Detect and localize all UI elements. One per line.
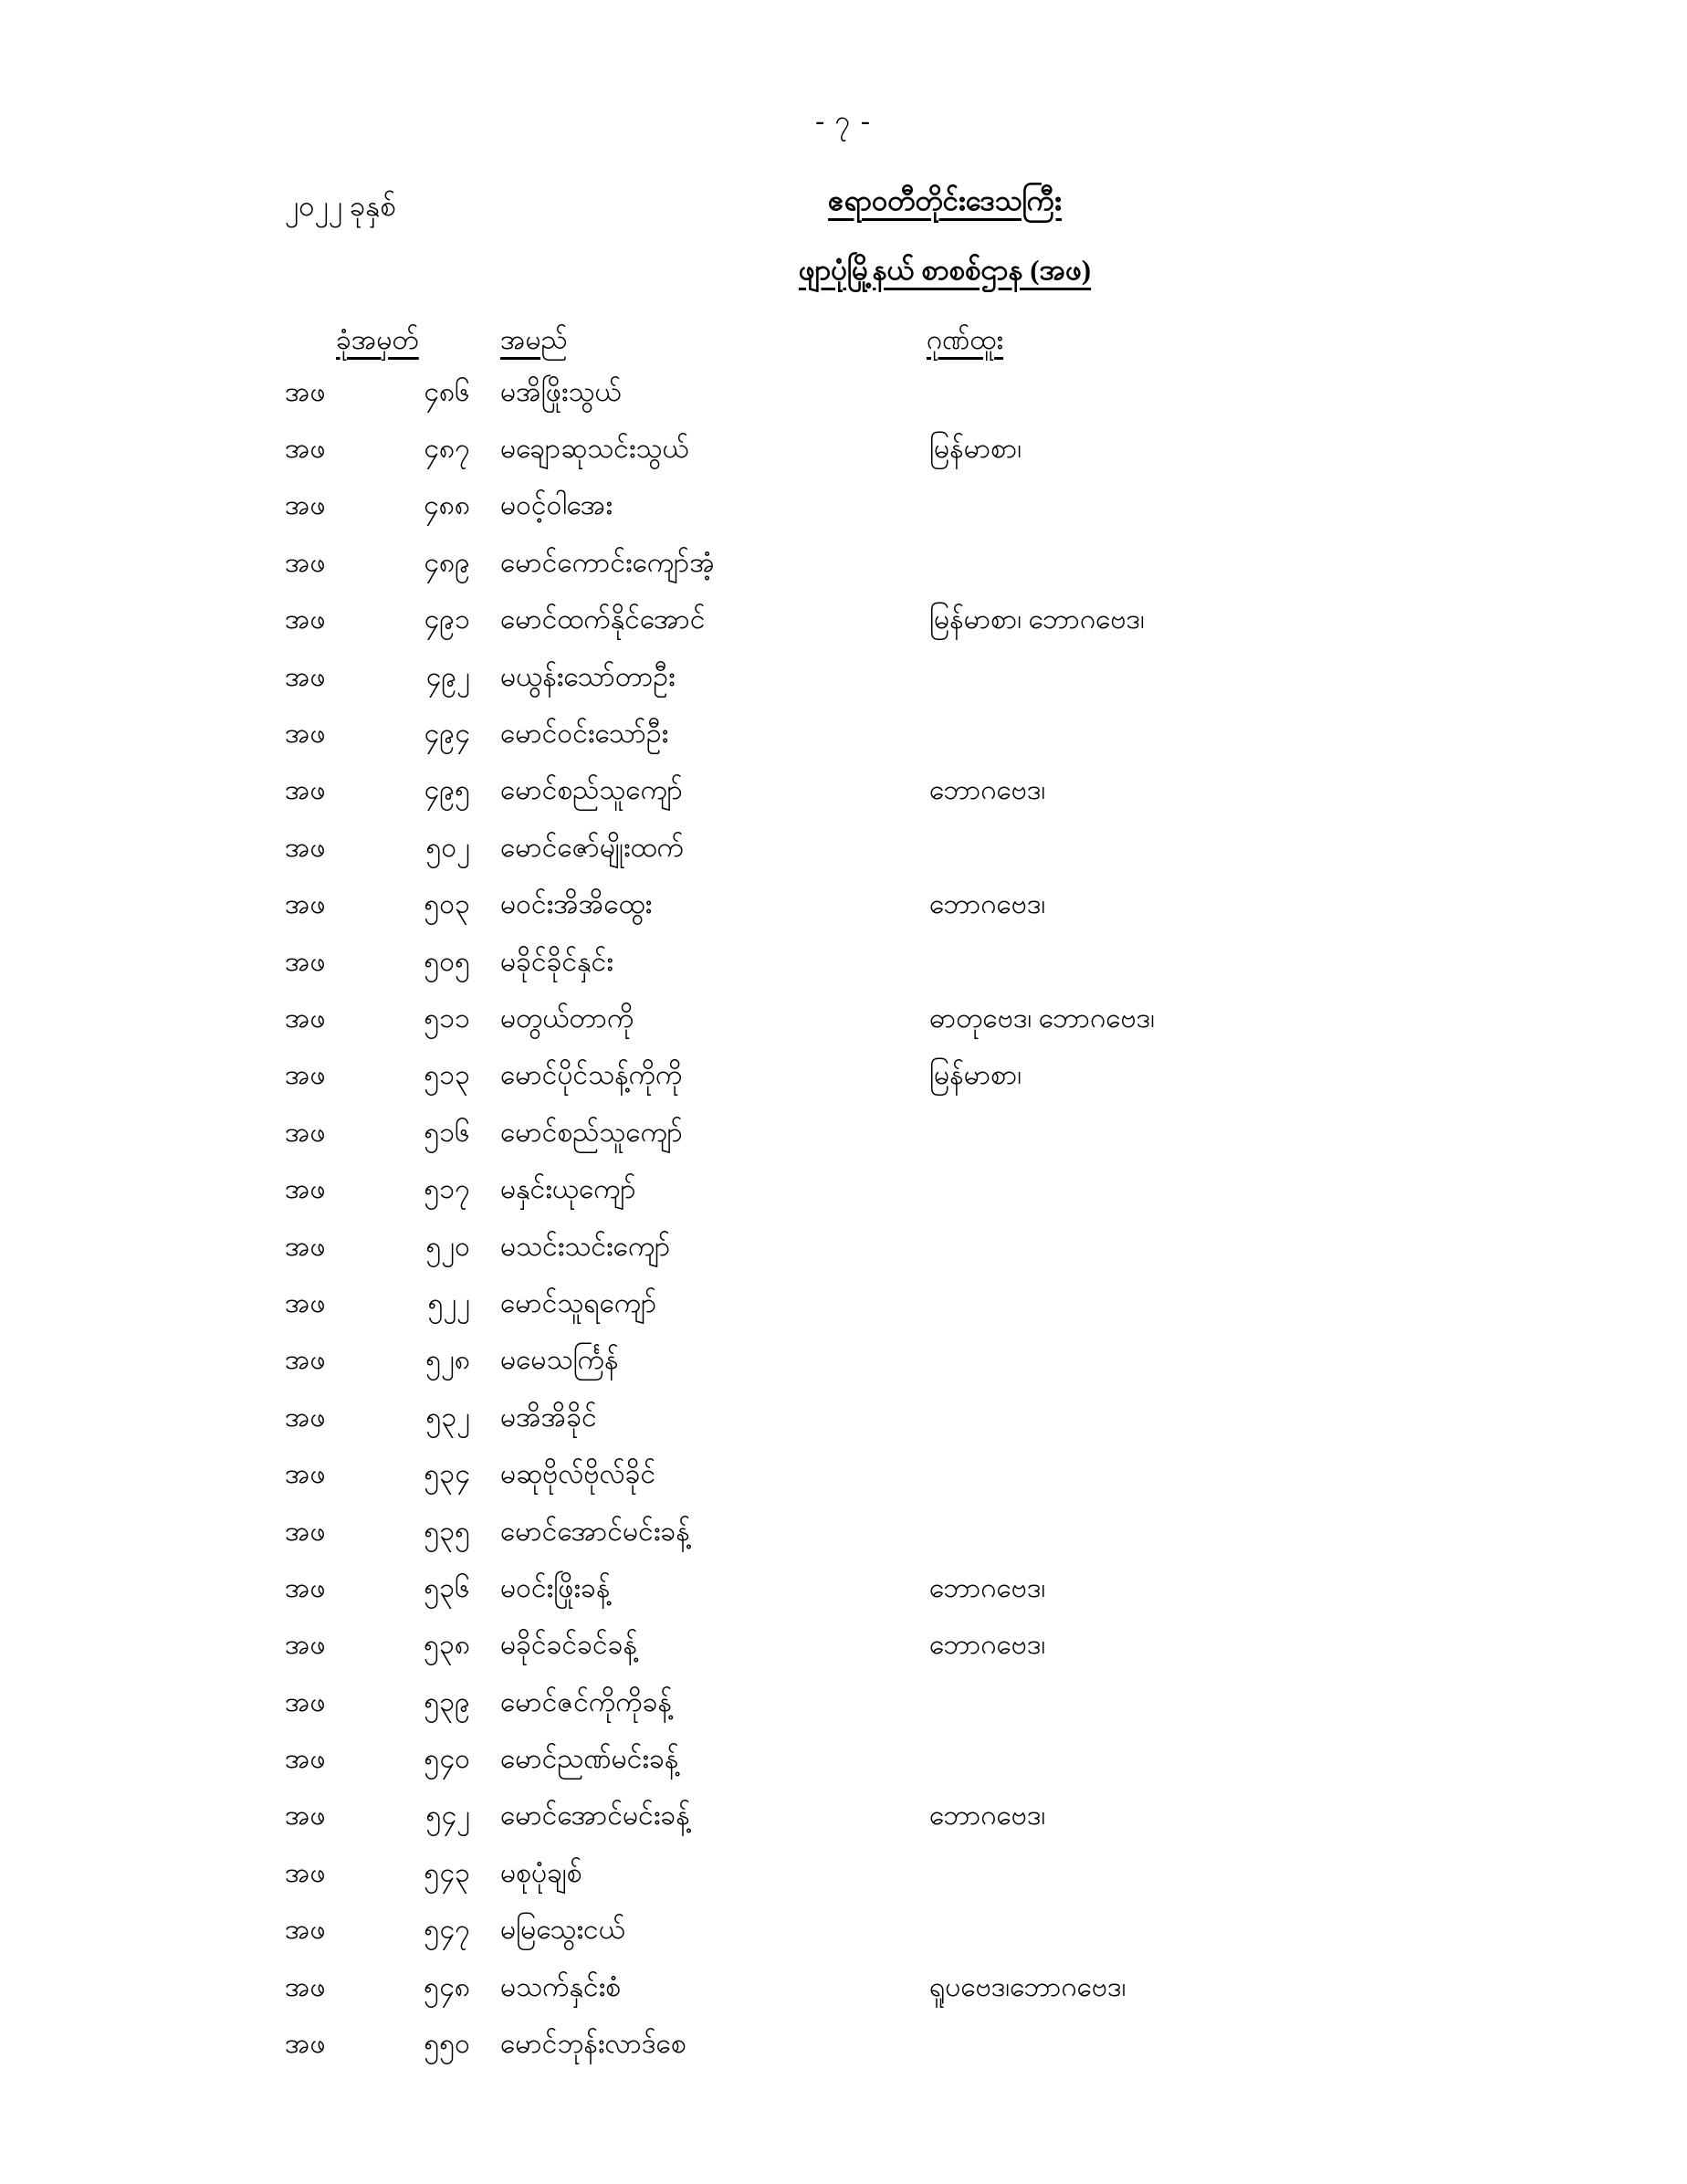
row-student-name: မစုပုံချစ် [500,1857,582,1888]
row-series-code: အဖ [285,1060,326,1091]
row-id-cell [285,601,470,642]
row-id-cell [285,772,470,813]
row-roll-number: ၄၈၇ [424,434,470,465]
row-student-name: မောင်ဘုန်းလာဒ်စေ [500,2029,686,2060]
row-series-code: အဖ [285,1744,326,1775]
row-series-code: အဖ [285,1117,326,1148]
table-row [285,650,1687,707]
row-id-cell [285,430,470,471]
table-row [285,992,1687,1048]
row-id-cell [285,1171,470,1212]
page-number: - ၇ - [815,106,872,136]
row-series-code: အဖ [285,547,326,578]
row-roll-number: ၄၉၁ [424,604,470,635]
row-id-cell [285,1854,470,1895]
row-id-cell [285,2025,470,2066]
column-header-name: အမည် [500,325,568,355]
row-roll-number: ၄၉၄ [424,719,470,750]
row-series-code: အဖ [285,1857,326,1888]
table-row [285,1106,1687,1162]
row-student-name: မောင်ညဏ်မင်းခန့် [500,1744,679,1775]
row-distinction: မြန်မာစာ၊ [929,1060,1022,1091]
row-student-name: မခိုင်ခိုင်နှင်း [500,946,613,977]
row-roll-number: ၄၈၉ [424,547,470,578]
row-student-name: မဝင့်ဝါအေး [500,490,613,521]
results-table [0,365,1687,2074]
table-row [285,1391,1687,1447]
row-series-code: အဖ [285,376,326,407]
table-row [285,1276,1687,1333]
row-student-name: မယွန်းသော်တာဦး [500,661,676,692]
row-student-name: မချောဆုသင်းသွယ် [500,434,689,465]
row-roll-number: ၅၁၆ [424,1117,470,1148]
table-row [285,365,1687,422]
row-id-cell [285,1740,470,1781]
document-header [749,183,1141,321]
column-header-row [0,321,1687,365]
row-roll-number: ၅၄၈ [424,1971,470,2002]
row-distinction: ဘောဂဗေဒ၊ [929,889,1046,920]
table-row [285,1447,1687,1504]
row-roll-number: ၅၃၆ [424,1572,470,1603]
row-id-cell [285,658,470,699]
row-roll-number: ၅၂၈ [425,1345,470,1376]
row-id-cell [285,1626,470,1667]
row-student-name: မခိုင်ခင်ခင်ခန့် [500,1630,638,1661]
row-id-cell [285,1000,470,1041]
table-row [285,2017,1687,2074]
row-roll-number: ၄၉၅ [424,775,470,806]
row-roll-number: ၄၈၈ [423,490,470,521]
row-roll-number: ၅၃၂ [425,1402,470,1433]
row-series-code: အဖ [285,775,326,806]
row-roll-number: ၅၁၁ [424,1003,470,1034]
row-series-code: အဖ [285,1459,326,1490]
row-id-cell [285,1399,470,1440]
table-row [285,1220,1687,1276]
row-student-name: မောင်အောင်မင်းခန့် [500,1516,690,1547]
row-distinction: ရူပဗေဒ၊ဘောဂဗေဒ၊ [929,1971,1126,2002]
row-series-code: အဖ [285,1516,326,1547]
row-distinction: မြန်မာစာ၊ ဘောဂဗေဒ၊ [929,604,1145,635]
row-id-cell [285,1570,470,1611]
row-student-name: မောင်ကောင်းကျော်အံ့ [500,547,715,578]
row-roll-number: ၅၄၂ [425,1801,470,1832]
row-roll-number: ၅၃၈ [424,1630,470,1661]
row-id-cell [285,1911,470,1952]
row-distinction: ဘောဂဗေဒ၊ [929,1630,1046,1661]
row-student-name: မောင်စည်သူကျော် [500,775,684,806]
row-id-cell [285,487,470,528]
row-distinction: ဘောဂဗေဒ၊ [929,775,1046,806]
row-student-name: မသင်းသင်းကျော် [500,1231,671,1262]
row-roll-number: ၅၄၇ [424,1915,470,1946]
row-student-name: မောင်အောင်မင်းခန့် [500,1801,690,1832]
row-series-code: အဖ [285,1572,326,1603]
row-series-code: အဖ [285,719,326,750]
row-student-name: မဝင်းအိအိထွေး [500,889,653,920]
row-series-code: အဖ [285,2029,326,2060]
row-series-code: အဖ [285,1630,326,1661]
row-id-cell [285,1285,470,1326]
row-id-cell [285,1797,470,1838]
row-distinction: မြန်မာစာ၊ [929,434,1022,465]
row-id-cell [285,1513,470,1554]
row-student-name: မမြသွေးငယ် [500,1915,625,1946]
table-row [285,1790,1687,1846]
row-id-cell [285,829,470,870]
row-series-code: အဖ [285,832,326,863]
table-row [285,935,1687,992]
table-row [285,1960,1687,2017]
row-roll-number: ၄၉၂ [425,661,470,692]
table-row [285,707,1687,763]
row-id-cell [285,1455,470,1496]
table-row [285,1334,1687,1391]
table-row [285,821,1687,877]
row-student-name: မအိဖြိုးသွယ် [500,376,622,407]
row-series-code: အဖ [285,1971,326,2002]
row-id-cell [285,544,470,585]
row-student-name: မသက်နှင်းစံ [500,1971,622,2002]
row-roll-number: ၅၁၇ [424,1174,470,1205]
row-roll-number: ၅၀၅ [424,946,470,977]
row-roll-number: ၅၄၀ [424,1744,470,1775]
row-id-cell [285,1969,470,2010]
table-row [285,1732,1687,1789]
row-roll-number: ၅၀၂ [425,832,470,863]
row-roll-number: ၅၅၀ [424,2029,470,2060]
row-student-name: မဆုဗိုလ်ဗိုလ်ခိုင် [500,1459,656,1490]
row-series-code: အဖ [285,1686,326,1717]
row-student-name: မောင်ထက်နိုင်အောင် [500,604,706,635]
table-row [285,1675,1687,1732]
row-id-cell [285,1684,470,1725]
table-row [285,1619,1687,1675]
table-row [285,479,1687,536]
column-header-roll-number: ခုံအမှတ် [336,325,419,355]
exam-center-title: ဖျာပုံမြို့နယ် စာစစ်ဌာန (အဖ) [798,254,1092,286]
row-roll-number: ၅၁၃ [424,1060,470,1091]
table-row [285,1162,1687,1219]
row-series-code: အဖ [285,1231,326,1262]
table-row [285,1561,1687,1618]
row-id-cell [285,1114,470,1155]
region-title: ဧရာဝတီတိုင်းဒေသကြီး [828,184,1062,216]
row-student-name: မမေသင်္ကြန် [500,1345,619,1376]
row-id-cell [285,1056,470,1097]
row-series-code: အဖ [285,490,326,521]
row-series-code: အဖ [285,1915,326,1946]
row-id-cell [285,1228,470,1269]
table-row [285,1505,1687,1561]
row-series-code: အဖ [285,661,326,692]
row-student-name: မောင်စည်သူကျော် [500,1117,684,1148]
row-series-code: အဖ [285,1402,326,1433]
table-row [285,1049,1687,1106]
row-student-name: မောင်ဇော်မျိုးထက် [500,832,685,863]
row-roll-number: ၄၈၆ [424,376,470,407]
row-student-name: မောင်ဝင်းသော်ဦး [500,719,669,750]
table-row [285,422,1687,478]
row-series-code: အဖ [285,1345,326,1376]
row-roll-number: ၅၃၉ [424,1686,470,1717]
row-id-cell [285,1341,470,1382]
row-id-cell [285,715,470,756]
row-student-name: မောင်ဇင်ကိုကိုခန့် [500,1686,672,1717]
table-row [285,536,1687,593]
table-row [285,1846,1687,1903]
table-row [285,764,1687,821]
row-id-cell [285,373,470,415]
table-row [285,593,1687,650]
row-series-code: အဖ [285,1287,326,1318]
row-distinction: ဘောဂဗေဒ၊ [929,1572,1046,1603]
row-roll-number: ၅၂၀ [425,1231,470,1262]
table-row [285,1904,1687,1960]
row-roll-number: ၅၃၅ [424,1516,470,1547]
row-series-code: အဖ [285,1174,326,1205]
row-series-code: အဖ [285,434,326,465]
row-series-code: အဖ [285,889,326,920]
row-student-name: မောင်ပိုင်သန့်ကိုကို [500,1060,683,1091]
year-label: ၂၀၂၂ ခုနှစ် [285,190,396,222]
row-student-name: မနှင်းယုကျော် [500,1174,636,1205]
row-roll-number: ၅၂၂ [427,1287,470,1318]
row-distinction: ဓာတုဗေဒ၊ ဘောဂဗေဒ၊ [929,1003,1156,1034]
row-student-name: မဝင်းဖြိုးခန့် [500,1572,611,1603]
row-student-name: မအိအိခိုင် [500,1402,597,1433]
row-distinction: ဘောဂဗေဒ၊ [929,1801,1046,1832]
row-roll-number: ၅၄၃ [424,1857,470,1888]
row-series-code: အဖ [285,946,326,977]
row-series-code: အဖ [285,1801,326,1832]
row-id-cell [285,886,470,927]
column-header-distinction: ဂုဏ်ထူး [927,325,1003,355]
row-roll-number: ၅၃၄ [424,1459,470,1490]
table-row [285,878,1687,935]
row-series-code: အဖ [285,604,326,635]
row-student-name: မောင်သူရကျော် [500,1287,657,1318]
row-series-code: အဖ [285,1003,326,1034]
row-id-cell [285,943,470,984]
row-student-name: မတွယ်တာကို [500,1003,634,1034]
row-roll-number: ၅၀၃ [424,889,470,920]
